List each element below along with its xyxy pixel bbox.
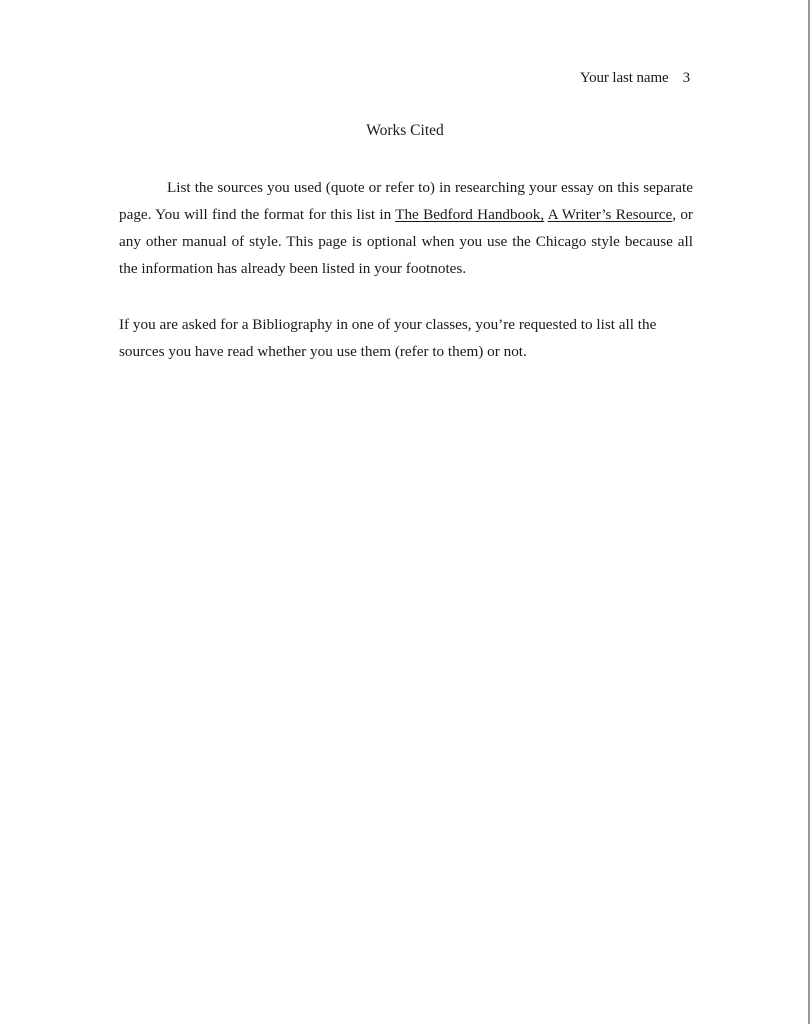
running-head-name: Your last name [579, 70, 669, 86]
paragraph-text-segment: , or any other manual of style. This page is optional when you use the Chicago style because all the information has already been listed in your footnotes. [119, 206, 693, 277]
paragraph-bibliography-note: If you are asked for a Bibliography in one of your classes, you’re requested to list all the sources you have read whether you use them (refer to them) or not. [119, 316, 657, 360]
book-subtitle-underlined: A Writer’s Resource [547, 206, 673, 223]
running-head [580, 70, 690, 87]
page-number: 3 [682, 70, 690, 86]
paragraph-works-cited-instructions [119, 174, 693, 282]
page-title: Works Cited [366, 122, 444, 139]
paragraph-text-segment: List the sources you used (quote or refer to) in researching your essay on this separate page. You will find the format for this list in [119, 179, 693, 223]
book-title-underlined: The Bedford Handbook, [395, 206, 545, 223]
